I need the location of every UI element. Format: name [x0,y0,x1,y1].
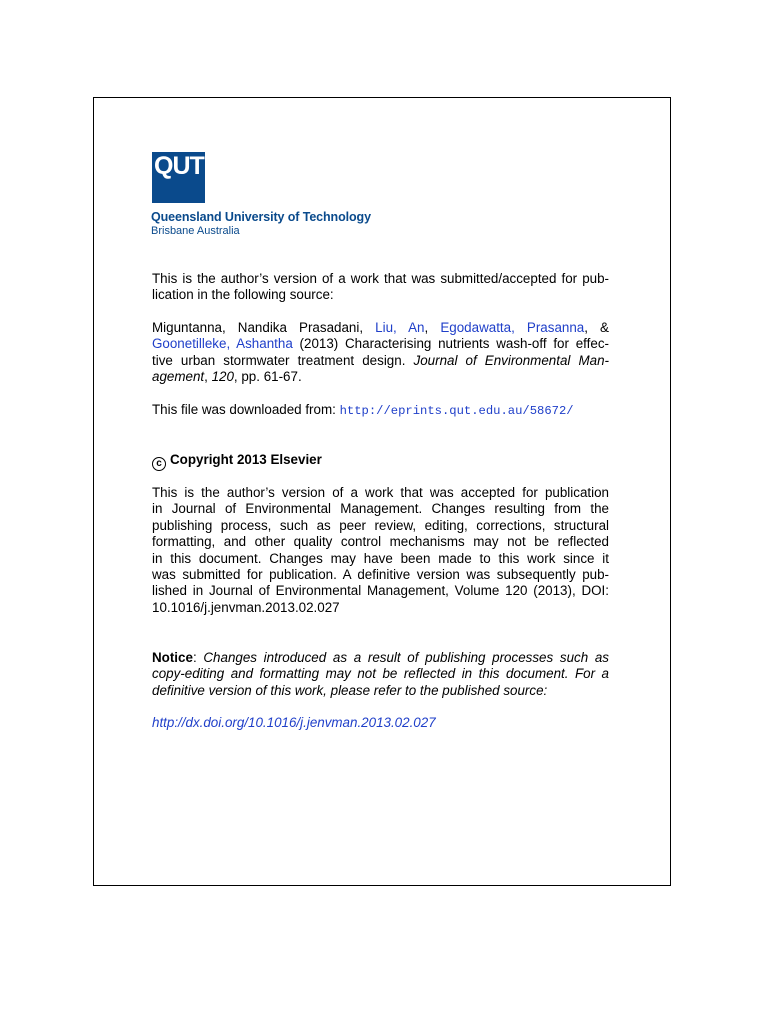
version-note-line: was submitted for publication. A definitive version was subsequently pub- [152,567,609,583]
intro-line: lication in the following source: [152,287,334,303]
citation-volume: 120 [211,369,234,385]
version-note-line: formatting, and other quality control mechanisms may not be reflected [152,534,609,550]
notice-colon: : [192,650,197,665]
version-note-line: lished in Journal of Environmental Management, Volume 120 (2013), DOI: [152,583,609,599]
copyright-text: Copyright 2013 Elsevier [170,452,322,467]
intro-line: This is the author’s version of a work that was submitted/accepted for pub- [152,271,609,286]
citation-journal: Journal of Environmental Man- [413,352,609,368]
version-note-line: in this document. Changes may have been made to this work since it [152,550,609,566]
doi-paragraph [152,715,609,731]
doi-link[interactable]: http://dx.doi.org/10.1016/j.jenvman.2013.02.027 [152,715,436,730]
citation-author: Miguntanna, Nandika Prasadani, [152,320,364,335]
version-note-line: publishing process, such as peer review, editing, corrections, structural [152,517,609,533]
download-label: This file was downloaded from: [152,402,336,417]
download-url-link[interactable]: http://eprints.qut.edu.au/58672/ [339,404,574,418]
notice-label: Notice [152,650,193,665]
citation-title: (2013) Characterising nutrients wash-off for effec- [299,336,609,352]
university-location: Brisbane Australia [151,225,240,237]
citation-pages: , pp. 61-67. [233,369,302,385]
author-link-egodawatta[interactable]: Egodawatta, Prasanna [440,320,585,335]
citation-title: tive urban stormwater treatment design. [152,352,406,368]
citation-separator: , & [584,320,609,335]
qut-logo [152,152,205,203]
citation-separator: , [424,320,429,335]
notice-text: definitive version of this work, please refer to the published source: [152,682,548,698]
notice-text: copy-editing and formatting may not be reflected in this document. For a [152,666,609,682]
intro-paragraph [152,271,609,304]
copyright-icon: c [152,457,166,471]
qut-logo-text: QUT [154,152,204,180]
author-link-liu[interactable]: Liu, An [375,320,425,335]
version-note-line: 10.1016/j.jenvman.2013.02.027 [152,599,340,615]
download-paragraph [152,402,609,419]
version-note-paragraph [152,485,609,616]
version-note-line: in Journal of Environmental Management. Changes resulting from the [152,501,609,517]
copyright-line [152,452,322,471]
citation-journal: agement [152,369,205,385]
author-link-goonetilleke[interactable]: Goonetilleke, Ashantha [152,336,293,352]
version-note-line: This is the author’s version of a work that was accepted for publication [152,485,609,500]
notice-text: Changes introduced as a result of publishing processes such as [203,650,609,665]
university-name: Queensland University of Technology [151,210,371,224]
citation-paragraph: Miguntanna, Nandika Prasadani, Liu, An, Egodawatta, Prasanna, & Goonetilleke, Ashantha (2013) Characterising nutrients wash-off for effec- tive urban stormwater treatment design. Journal of Environmental Man- agement, 120, pp. 61-67. [152,320,609,385]
notice-paragraph [152,650,609,699]
